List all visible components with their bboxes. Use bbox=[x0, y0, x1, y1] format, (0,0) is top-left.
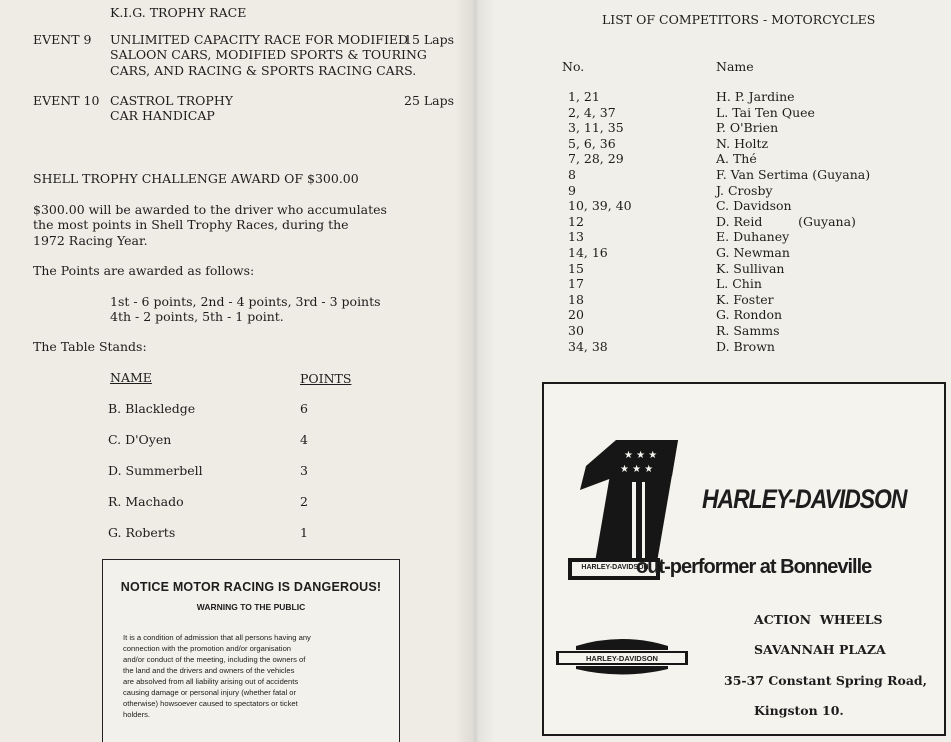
svg-text:★ ★ ★: ★ ★ ★ bbox=[624, 450, 658, 461]
competitor-name: J. Crosby bbox=[716, 182, 773, 198]
event-10-label: EVENT 10 bbox=[33, 93, 100, 108]
competitor-number: 20 bbox=[568, 307, 584, 323]
notice-line: causing damage or personal injury (whether fatal or bbox=[123, 688, 297, 697]
brand-name: HARLEY-DAVIDSON bbox=[702, 484, 907, 514]
competitor-number: 1, 21 bbox=[568, 89, 600, 104]
competitor-name: F. Van Sertima (Guyana) bbox=[716, 167, 871, 182]
competitor-number: 14, 16 bbox=[568, 245, 608, 260]
table-row-name: B. Blackledge bbox=[108, 401, 196, 416]
table-row-points: 1 bbox=[300, 525, 308, 540]
competitor-number: 3, 11, 35 bbox=[568, 120, 624, 136]
event-10-line: CASTROL TROPHY bbox=[110, 93, 233, 108]
event-10-laps: 25 Laps bbox=[404, 93, 455, 108]
competitor-number: 15 bbox=[568, 260, 584, 276]
competitor-name: D. Reid (Guyana) bbox=[716, 213, 856, 229]
competitor-number: 8 bbox=[568, 167, 576, 182]
notice-body bbox=[123, 632, 381, 720]
notice-title: NOTICE MOTOR RACING IS DANGEROUS! bbox=[120, 580, 382, 594]
table-header-name: NAME bbox=[110, 370, 152, 385]
competitor-number: 34, 38 bbox=[568, 338, 608, 354]
notice-line: are absolved from all liability arising out of accidents bbox=[123, 677, 299, 686]
notice-line: connection with the promotion and/or organisation bbox=[123, 644, 292, 653]
event-10-line: CAR HANDICAP bbox=[110, 108, 215, 123]
competitor-number: 30 bbox=[568, 323, 584, 338]
table-row-name: R. Machado bbox=[108, 494, 184, 509]
award-heading: SHELL TROPHY CHALLENGE AWARD OF $300.00 bbox=[33, 171, 359, 186]
left-page bbox=[0, 0, 474, 742]
competitor-number: 9 bbox=[568, 182, 576, 198]
book-spine-shadow bbox=[455, 0, 495, 742]
competitor-name: A. Thé bbox=[716, 151, 757, 167]
competitor-number: 10, 39, 40 bbox=[568, 198, 632, 214]
dealer-city: Kingston 10. bbox=[754, 703, 844, 718]
table-row-name: G. Roberts bbox=[108, 525, 176, 540]
competitor-number: 5, 6, 36 bbox=[568, 135, 616, 151]
competitor-number: 7, 28, 29 bbox=[568, 151, 624, 167]
table-intro: The Table Stands: bbox=[33, 339, 147, 354]
award-text-line: the most points in Shell Trophy Races, during the bbox=[33, 217, 349, 232]
table-header-points: POINTS bbox=[300, 371, 352, 386]
competitor-name: K. Foster bbox=[716, 291, 774, 307]
column-header-no: No. bbox=[562, 59, 585, 74]
competitor-number: 2, 4, 37 bbox=[568, 104, 616, 120]
dealer-street: 35-37 Constant Spring Road, bbox=[724, 673, 928, 688]
points-line: 4th - 2 points, 5th - 1 point. bbox=[110, 309, 284, 324]
harley-davidson-advert bbox=[542, 382, 946, 736]
competitor-name: K. Sullivan bbox=[716, 260, 785, 276]
table-row-name: D. Summerbell bbox=[108, 463, 203, 478]
notice-line: holders. bbox=[123, 710, 151, 719]
notice-line: otherwise) howsoever caused to spectators or ticket bbox=[123, 699, 298, 708]
notice-line: the land and the drivers and owners of the vehicles bbox=[123, 666, 295, 675]
brand-tagline: out-performer at Bonneville bbox=[636, 556, 872, 578]
event-9-line: UNLIMITED CAPACITY RACE FOR MODIFIED bbox=[110, 32, 409, 47]
competitor-number: 18 bbox=[568, 291, 584, 307]
competitor-name: H. P. Jardine bbox=[716, 89, 795, 104]
competitor-name: C. Davidson bbox=[716, 198, 792, 214]
notice-line: and/or conduct of the meeting, including the owners of bbox=[123, 655, 306, 664]
competitor-number: 12 bbox=[568, 213, 584, 229]
dealer-name: ACTION WHEELS bbox=[754, 612, 883, 627]
safety-notice bbox=[102, 559, 400, 742]
dealer-location: SAVANNAH PLAZA bbox=[754, 642, 886, 657]
competitor-name: G. Rondon bbox=[716, 307, 783, 323]
notice-subtitle: WARNING TO THE PUBLIC bbox=[196, 602, 306, 612]
table-row-name: C. D'Oyen bbox=[108, 432, 172, 447]
svg-text:★ ★ ★: ★ ★ ★ bbox=[620, 464, 654, 475]
event-9-line: SALOON CARS, MODIFIED SPORTS & TOURING bbox=[110, 47, 427, 62]
competitor-name: P. O'Brien bbox=[716, 120, 779, 136]
points-intro: The Points are awarded as follows: bbox=[33, 263, 255, 278]
competitor-name: R. Samms bbox=[716, 323, 780, 338]
table-row-points: 3 bbox=[300, 463, 308, 478]
race-heading: K.I.G. TROPHY RACE bbox=[110, 5, 247, 20]
competitor-number: 13 bbox=[568, 229, 584, 245]
table-row-points: 6 bbox=[300, 401, 308, 416]
notice-line: It is a condition of admission that all persons having any bbox=[123, 633, 311, 642]
competitor-number: 17 bbox=[568, 276, 584, 292]
points-line: 1st - 6 points, 2nd - 4 points, 3rd - 3 points bbox=[110, 294, 381, 309]
award-text-line: 1972 Racing Year. bbox=[33, 233, 148, 248]
event-9-laps: 15 Laps bbox=[404, 32, 455, 47]
column-header-name: Name bbox=[716, 59, 754, 74]
table-row-points: 4 bbox=[300, 432, 308, 447]
competitor-name: D. Brown bbox=[716, 338, 775, 354]
table-row-points: 2 bbox=[300, 494, 308, 509]
award-text-line: $300.00 will be awarded to the driver who accumulates bbox=[33, 202, 387, 217]
event-9-line: CARS, AND RACING & SPORTS RACING CARS. bbox=[110, 63, 417, 78]
bar-shield-text: HARLEY-DAVIDSON bbox=[586, 654, 658, 663]
logo-small-text: HARLEY-DAVIDSON bbox=[581, 564, 649, 571]
competitor-name: L. Chin bbox=[716, 276, 762, 292]
competitor-name: E. Duhaney bbox=[716, 229, 790, 245]
competitor-name: N. Holtz bbox=[716, 135, 769, 151]
competitor-name: G. Newman bbox=[716, 245, 790, 260]
competitors-title: LIST OF COMPETITORS - MOTORCYCLES bbox=[602, 12, 876, 27]
competitor-name: L. Tai Ten Quee bbox=[716, 104, 815, 120]
event-9-label: EVENT 9 bbox=[33, 32, 92, 47]
